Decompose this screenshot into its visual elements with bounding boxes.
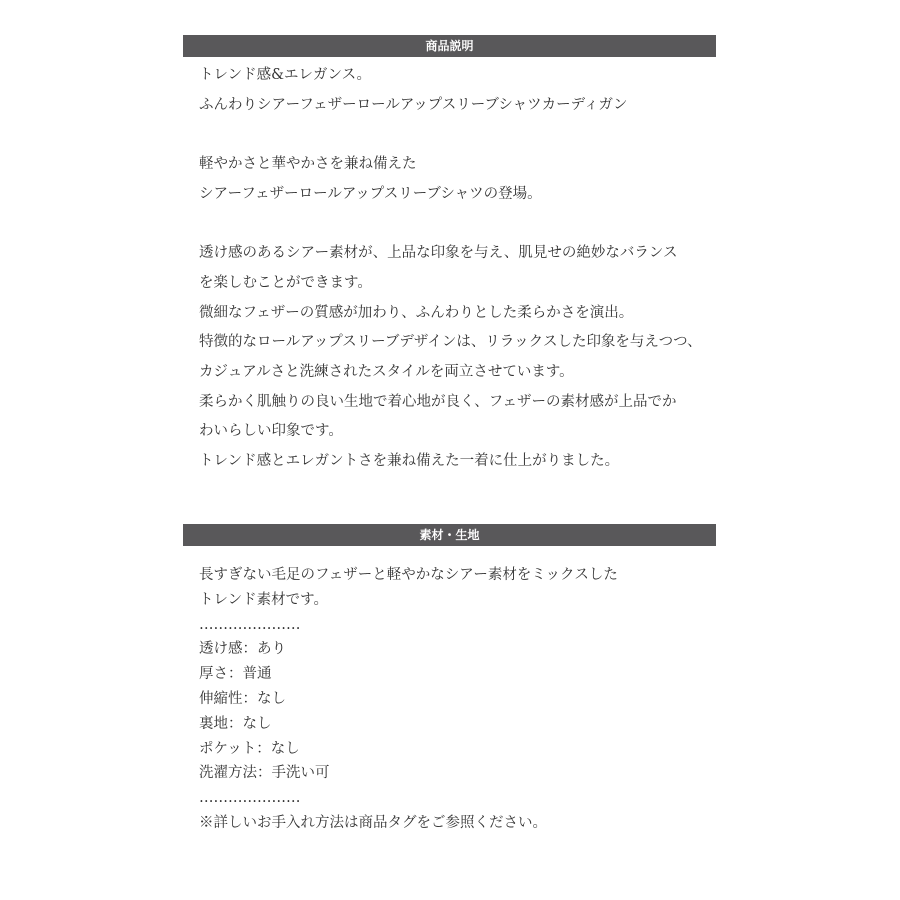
text-line: トレンド素材です。 xyxy=(199,591,328,608)
text-line: ※詳しいお手入れ方法は商品タグをご参照ください。 xyxy=(199,814,547,831)
section-header-material: 素材・生地 xyxy=(183,524,716,546)
text-line: ………………… xyxy=(199,790,301,807)
text-line: わいらしい印象です。 xyxy=(199,423,343,440)
text-line xyxy=(199,209,702,239)
text-line: トレンド感&エレガンス。 xyxy=(199,67,372,83)
text-line: 伸縮性：なし xyxy=(199,690,286,707)
text-line: 洗濯方法：手洗い可 xyxy=(199,765,330,782)
text-line: トレンド感とエレガントさを兼ね備えた一着に仕上がりました。 xyxy=(199,452,620,469)
section-header-product-description: 商品説明 xyxy=(183,35,716,57)
text-line: ………………… xyxy=(199,616,301,633)
text-line: ポケット：なし xyxy=(199,740,300,757)
text-line: ふんわりシアーフェザーロールアップスリーブシャツカーディガン xyxy=(199,96,628,113)
text-line: 特徴的なロールアップスリーブデザインは、リラックスした印象を与えつつ、 xyxy=(199,334,702,351)
material-text xyxy=(199,563,618,836)
text-line: 厚さ：普通 xyxy=(199,666,272,683)
text-line: 裏地：なし xyxy=(199,715,272,732)
product-description-text xyxy=(199,61,702,477)
text-line: 軽やかさと華やかさを兼ね備えた xyxy=(199,156,417,173)
text-line: 柔らかく肌触りの良い生地で着心地が良く、フェザーの素材感が上品でか xyxy=(199,393,677,410)
text-line: を楽しむことができます。 xyxy=(199,274,372,291)
text-line: 微細なフェザーの質感が加わり、ふんわりとした柔らかさを演出。 xyxy=(199,304,634,321)
text-line: カジュアルさと洗練されたスタイルを両立させています。 xyxy=(199,363,574,380)
text-line: シアーフェザーロールアップスリーブシャツの登場。 xyxy=(199,185,542,202)
text-line xyxy=(199,120,702,150)
text-line: 透け感：あり xyxy=(199,641,286,658)
text-line: 長すぎない毛足のフェザーと軽やかなシアー素材をミックスした xyxy=(199,567,618,583)
text-line: 透け感のあるシアー素材が、上品な印象を与え、肌見せの絶妙なバランス xyxy=(199,245,678,262)
